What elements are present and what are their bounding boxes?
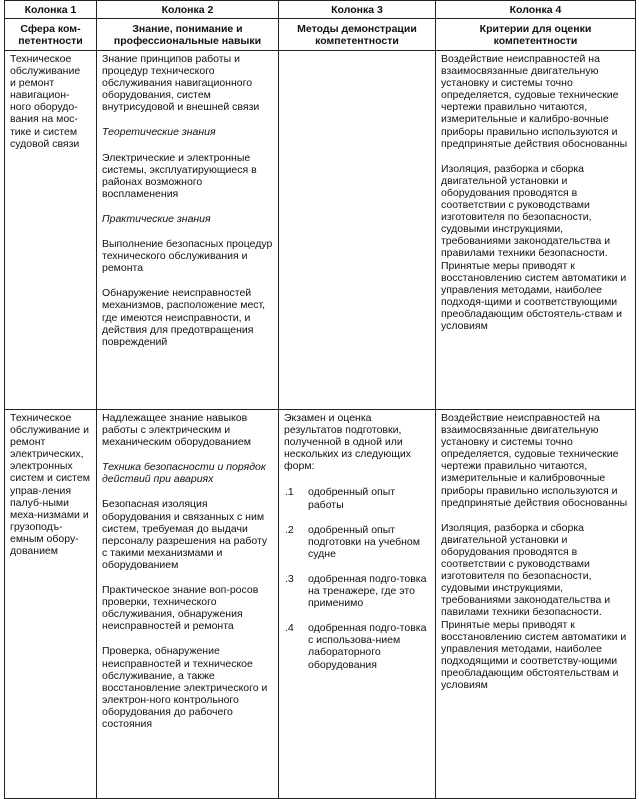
row1-knowledge-list (102, 53, 275, 348)
knowledge-paragraph: Техника безопасности и порядок действий при авариях (102, 461, 266, 486)
list-item-text: одобренный опыт работы (308, 486, 396, 511)
knowledge-paragraph: Выполнение безопасных процедур технического обслуживания и ремонта (102, 238, 273, 275)
subheader-criteria (436, 19, 636, 51)
row2-knowledge (97, 410, 279, 799)
list-item-text: одобренная подго-товка с использова-нием лабораторного оборудования (308, 622, 427, 671)
knowledge-paragraph: Знание принципов работы и процедур технического обслуживания навигационного оборудования, систем внутрисудовой и внешней связи (102, 53, 260, 114)
knowledge-paragraph: Практическое знание воп-росов проверки, технического обслуживания, обнаружения неисправностей и ремонта (102, 584, 259, 633)
list-item (284, 573, 432, 609)
criteria-paragraph: Изоляция, разборка и сборка двигательной установки и оборудования проводятся в соответствии с руководствами изготовителя по безопасности, судовыми инструкциями, требованиями законодательства и павилами техники безопасности. Принятые меры приводят к восстановлению систем автоматики и управления методами, наиболее подходящими и соответству-ющими преобладающим обстоятельствам и условиям (441, 521, 627, 691)
knowledge-paragraph: Надлежащее знание навыков работы с электрическим и механическим оборудованием (102, 412, 251, 449)
row2-knowledge-list (102, 412, 275, 730)
subheader-methods-text: Методы демонстрации компетентности (297, 23, 417, 47)
row1-criteria (436, 51, 636, 410)
list-item (284, 486, 432, 510)
criteria-paragraph: Изоляция, разборка и сборка двигательной установки и оборудования проводятся в соответствии с руководствами изготовителя по безопасности, судовыми инструкциями, требованиями законодательства и правилами техники безопасности. Принятые меры приводят к восстановлению систем автоматики и управления методами, наиболее подходя-щими и соответствующими преобладающим обстоятель-ствам и условиям (441, 162, 627, 332)
knowledge-paragraph: Безопасная изоляция оборудования и связанных с ним систем, требуемая до выдачи персоналу разрешения на работу с такими механизмами и оборудованием (102, 498, 268, 571)
list-item-number: .1 (285, 486, 294, 499)
list-item-number: .3 (285, 572, 294, 585)
subheader-competence-text: Сфера ком- петентности (18, 23, 83, 47)
row1-knowledge (97, 51, 279, 410)
list-item (284, 524, 432, 560)
subheader-methods (279, 19, 436, 51)
list-item-text: одобренный опыт подготовки на учебном судне (308, 523, 420, 560)
row1-methods (279, 51, 436, 410)
knowledge-paragraph: Электрические и электронные системы, эксплуатирующиеся в районах возможного воспламенения (102, 151, 257, 200)
knowledge-paragraph: Проверка, обнаружение неисправностей и техническое обслуживание, а также восстановление электрического и электрон-ного контрольного оборудования до рабочего состояния (102, 645, 268, 730)
subheader-competence (5, 19, 97, 51)
column-header-1: Колонка 1 (5, 1, 97, 19)
criteria-paragraph: Воздействие неисправностей на взаимосвязанные двигательную установку и системы точно определяется, судовые технические чертежи правильно читаются, измерительные и калибро-вочные приборы правильно используются и предпринятые действия обоснованны (441, 53, 628, 150)
column-header-3: Колонка 3 (279, 1, 436, 19)
row2-criteria-list (441, 412, 632, 691)
row2-methods-list (284, 486, 432, 670)
competence-table (4, 0, 636, 799)
list-item-text: одобренная подго-товка на тренажере, где это применимо (308, 572, 427, 610)
subheader-criteria-text: Критерии для оценки компетентности (479, 23, 592, 47)
row2-methods (279, 410, 436, 799)
row2-competence (5, 410, 97, 799)
knowledge-paragraph: Обнаружение неисправностей механизмов, расположение мест, где имеются неисправности, и действия для предотвращения повреждений (102, 287, 266, 348)
subheader-knowledge-text: Знание, понимание и профессиональные навыки (113, 23, 262, 47)
list-item-number: .4 (285, 622, 294, 635)
row2-competence-text: Техническое обслуживание и ремонт электрических, электронных систем и систем управ-ления палуб-ными меха-низмами и грузоподъ-емным обору-дованием (10, 412, 90, 558)
row2-criteria (436, 410, 636, 799)
row1-competence-text: Техническое обслуживание и ремонт навигацион-ного оборудо-вания на мос-тике и систем судовой связи (10, 53, 81, 150)
row2-methods-intro: Экзамен и оценка результатов подготовки, полученной в одной или нескольких из следующих форм: (284, 412, 412, 473)
table-row (5, 51, 636, 410)
column-header-4: Колонка 4 (436, 1, 636, 19)
knowledge-paragraph: Теоретические знания (102, 126, 216, 139)
list-item-number: .2 (285, 523, 294, 536)
row1-criteria-list (441, 53, 632, 332)
list-item (284, 622, 432, 670)
column-numbers-row (5, 1, 636, 19)
row1-competence (5, 51, 97, 410)
criteria-paragraph: Воздействие неисправностей на взаимосвязанные двигательную установку и системы точно определяется, судовые технические чертежи правильно читаются, измерительные и калибровочные приборы правильно используются и предпринятые действия обоснованны (441, 412, 628, 509)
column-titles-row (5, 19, 636, 51)
knowledge-paragraph: Практические знания (102, 212, 211, 225)
subheader-knowledge (97, 19, 279, 51)
column-header-2: Колонка 2 (97, 1, 279, 19)
table-row (5, 410, 636, 799)
